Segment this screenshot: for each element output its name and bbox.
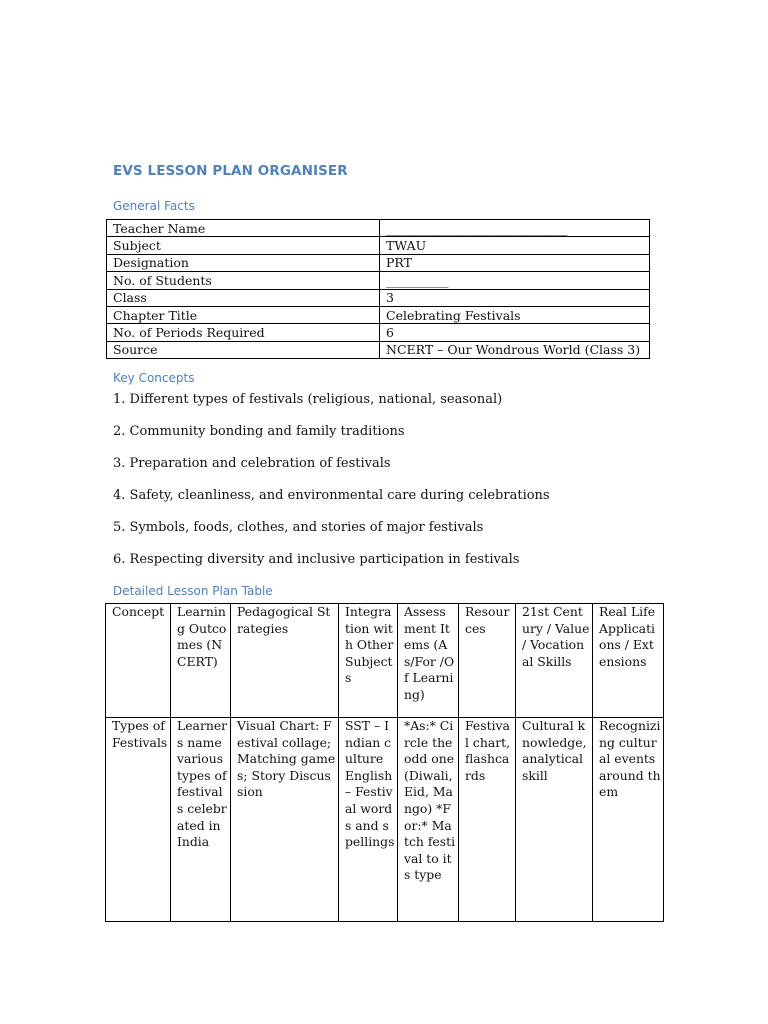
list-item: 6. Respecting diversity and inclusive participation in festivals: [113, 552, 520, 567]
lesson-table-heading: Detailed Lesson Plan Table: [113, 584, 273, 598]
general-facts-table: [106, 219, 650, 359]
fact-label: No. of Periods Required: [107, 324, 380, 341]
table-row: [106, 718, 664, 922]
column-header: Pedagogical Strategies: [231, 604, 339, 718]
table-cell: Recognizing cultural events around them: [593, 718, 664, 922]
table-row: [107, 254, 650, 271]
table-row: [107, 237, 650, 254]
table-row: [107, 272, 650, 289]
column-header: Integration with Other Subjects: [339, 604, 398, 718]
fact-label: Class: [107, 289, 380, 306]
fact-value: Celebrating Festivals: [380, 306, 650, 323]
list-item: 4. Safety, cleanliness, and environmental care during celebrations: [113, 488, 550, 503]
table-row: [107, 289, 650, 306]
list-item: 1. Different types of festivals (religious, national, seasonal): [113, 392, 503, 407]
fact-value: 6: [380, 324, 650, 341]
table-cell: Visual Chart: Festival collage; Matching games; Story Discussion: [231, 718, 339, 922]
column-header: 21st Century / Value / Vocational Skills: [516, 604, 593, 718]
fact-label: No. of Students: [107, 272, 380, 289]
table-cell: SST – Indian culture English – Festival words and spellings: [339, 718, 398, 922]
table-cell: Festival chart, flashcards: [459, 718, 516, 922]
list-item: 3. Preparation and celebration of festivals: [113, 456, 391, 471]
lesson-plan-table: [105, 603, 664, 922]
fact-label: Chapter Title: [107, 306, 380, 323]
key-concepts-list: [113, 392, 550, 584]
fact-label: Source: [107, 341, 380, 358]
fact-label: Designation: [107, 254, 380, 271]
column-header: Learning Outcomes (NCERT): [171, 604, 231, 718]
list-item: 5. Symbols, foods, clothes, and stories of major festivals: [113, 520, 484, 535]
table-cell: Learners name various types of festivals celebrated in India: [171, 718, 231, 922]
table-cell: Types of Festivals: [106, 718, 171, 922]
fact-value: TWAU: [380, 237, 650, 254]
column-header: Resources: [459, 604, 516, 718]
table-row: [107, 324, 650, 341]
column-header: Concept: [106, 604, 171, 718]
table-row: [107, 220, 650, 237]
fact-value: _____________________________: [380, 220, 650, 237]
fact-value: NCERT – Our Wondrous World (Class 3): [380, 341, 650, 358]
table-cell: *As:* Circle the odd one (Diwali, Eid, Mango) *For:* Match festival to its type: [398, 718, 459, 922]
table-header-row: [106, 604, 664, 718]
table-row: [107, 306, 650, 323]
table-cell: Cultural knowledge, analytical skill: [516, 718, 593, 922]
fact-value: 3: [380, 289, 650, 306]
page-title: EVS LESSON PLAN ORGANISER: [113, 163, 348, 179]
fact-value: PRT: [380, 254, 650, 271]
key-concepts-heading: Key Concepts: [113, 371, 195, 385]
fact-label: Subject: [107, 237, 380, 254]
general-facts-heading: General Facts: [113, 199, 195, 213]
table-row: [107, 341, 650, 358]
column-header: Real Life Applications / Extensions: [593, 604, 664, 718]
fact-label: Teacher Name: [107, 220, 380, 237]
column-header: Assessment Items (As/For /Of Learning): [398, 604, 459, 718]
fact-value: __________: [380, 272, 650, 289]
list-item: 2. Community bonding and family traditions: [113, 424, 405, 439]
